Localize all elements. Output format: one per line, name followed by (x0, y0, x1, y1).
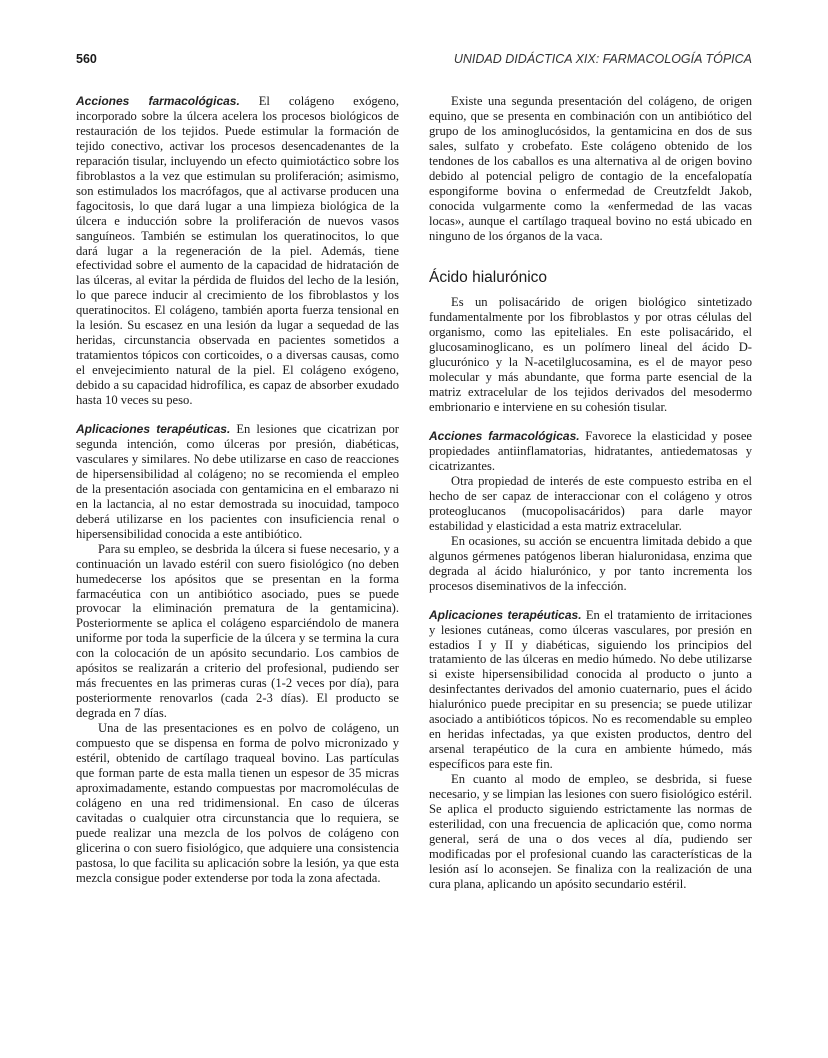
run-in-heading: Aplicaciones terapéuticas. (76, 422, 231, 437)
hyaluronic-therapeutic-applications (429, 608, 752, 772)
running-header: UNIDAD DIDÁCTICA XIX: FARMACOLOGÍA TÓPICA (453, 52, 752, 66)
collagen-pharmacological-actions (76, 94, 399, 408)
left-column (76, 94, 399, 886)
page-number: 560 (76, 52, 97, 66)
paragraph-text: El colágeno exógeno, incorporado sobre la úlcera acelera los procesos biológicos de restauración de los tejidos. Puede estimular la formación de tejido conectivo, activar los procesos desencadenantes de la reparación tisular, incluyendo un efecto quimiotáctico sobre los fibroblastos a la vez que estimulan su proliferación; asimismo, son estimulados los macrófagos, que al activarse producen una fagocitosis, lo que dará lugar a una limpieza biológica de la úlcera e inducción sobre la proliferación de nuevos vasos sanguíneos. También se estimulan los queratinocitos, lo que dará lugar a la regeneración de la piel. Además, tiene efectividad sobre el aumento de la capacidad de hidratación de las úlceras, al evitar la pérdida de fluidos del lecho de la lesión, lo que parece inducir al crecimiento de los fibroblastos y los queratinocitos. El colágeno, también aporta fuerza tensional en la lesión. Su escasez en una lesión da lugar a sequedad de las heridas, circunstancia observada en pacientes sometidos a tratamientos tópicos con corticoides, o a diversas causas, como el envejecimiento natural de la piel. El colágeno exógeno, debido a su capacidad hidrofílica, es capaz de absorber exudado hasta 10 veces su peso. (76, 94, 399, 408)
paragraph-intro: Es un polisacárido de origen biológico sintetizado fundamentalmente por los fibroblastos y por otras células del organismo, como las epiteliales. En este polisacárido, el glucosaminoglicano, es un polímero lineal del ácido D-glucurónico y la N-acetilglucosamina, es el de mayor peso molecular y más abundante, que forma parte esencial de la matriz extracelular de los tejidos derivados del mesodermo embrionario e interviene en su cohesión tisular. (429, 295, 752, 415)
paragraph-text: En lesiones que cicatrizan por segunda intención, como úlceras por presión, diabéticas, vasculares y similares. No debe utilizarse en caso de reacciones de hipersensibilidad al colágeno; no se recomienda el empleo de la presentación asociada con gentamicina en el embarazo ni en la lactancia, al no estar demostrada su inocuidad, tampoco deberá utilizarse en los pacientes con insuficiencia renal o hipersensibilidad conocida a este antibiótico. (76, 422, 399, 541)
collagen-therapeutic-applications (76, 422, 399, 542)
section-heading: Ácido hialurónico (429, 268, 548, 286)
paragraph-property: Otra propiedad de interés de este compuesto estriba en el hecho de ser capaz de interaccionar con el colágeno y otros proteoglucanos (mucopolisacáridos) para darle mayor estabilidad y elasticidad a esta matriz extracelular. (429, 473, 752, 533)
paragraph-powder: Una de las presentaciones es en polvo de colágeno, un compuesto que se dispensa en forma de polvo micronizado y estéril, obtenido de cartílago traqueal bovino. Las partículas que forman parte de esta malla tienen un espesor de 35 micras aproximadamente, estando compuestas por macromoléculas de colágeno en una red tridimensional. En caso de úlceras cavitadas o cualquier otra circunstancia que lo requiera, se puede realizar una mezcla de los polvos de colágeno con glicerina o con suero fisiológico, que adquiere una consistencia pastosa, lo que facilita su aplicación sobre la lesión, ya que esta mezcla consigue poder extenderse por toda la zona afectada. (76, 721, 399, 885)
paragraph-occasions: En ocasiones, su acción se encuentra limitada debido a que algunos gérmenes patógenos liberan hialuronidasa, enzima que degrada al ácido hialurónico, y por tanto incrementa los procesos diseminativos de la infección. (429, 533, 752, 593)
paragraph-text: En el tratamiento de irritaciones y lesiones cutáneas, como úlceras vasculares, por presión en estadios I y II y diabéticas, siguiendo los principios del tratamiento de las úlceras en medio húmedo. No debe utilizarse si existe hipersensibilidad conocida al producto o junto a desinfectantes derivados del amonio cuaternario, pues el ácido hialurónico puede precipitar en su presencia; se puede utilizar asociado a antibióticos tópicos. No es recomendable su empleo en heridas infectadas, ya que existen productos, dentro del arsenal terapéutico de la cura en ambiente húmedo, más específicos para este fin. (429, 607, 752, 772)
paragraph-text: Favorece la elasticidad y posee propiedades antiinflamatorias, hidratantes, antiedematosas y cicatrizantes. (429, 429, 753, 474)
run-in-heading: Acciones farmacológicas. (76, 94, 240, 108)
paragraph-usage-mode: En cuanto al modo de empleo, se desbrida, si fuese necesario, y se limpian las lesiones con suero fisiológico estéril. Se aplica el producto siguiendo estrictamente las normas de esterilidad, con una frecuencia de aplicación que, como norma general, será de una o dos veces al día, pudiendo ser modificadas por el profesional cuando las características de la lesión así lo aconsejen. Se finaliza con la realización de una cura plana, aplicando un apósito secundario estéril. (429, 772, 752, 891)
paragraph-usage: Para su empleo, se desbrida la úlcera si fuese necesario, y a continuación un lavado estéril con suero fisiológico (no deben humedecerse los apósitos que se presentan en la forma farmacéutica con un antibiótico asociado, pues se puede provocar la eliminación prematura de la gentamicina). Posteriormente se aplica el colágeno esparciéndolo de manera uniforme por toda la superficie de la úlcera y se termina la cura con la colocación de un apósito secundario. Los cambios de apósitos se realizarán a criterio del profesional, pudiendo ser más frecuentes en las primeras curas (1-2 veces por día), para posteriormente renovarlos (cada 2-3 días). El producto se degrada en 7 días. (76, 541, 399, 721)
run-in-heading: Aplicaciones terapéuticas. (429, 607, 582, 622)
run-in-heading: Acciones farmacológicas. (429, 429, 580, 444)
hyaluronic-pharmacological-actions (429, 429, 752, 474)
right-column (429, 94, 752, 892)
paragraph-equine: Existe una segunda presentación del colágeno, de origen equino, que se presenta en combinación con un antibiótico del grupo de los aminoglucósidos, la gentamicina en dos de sus sales, sulfato y crobefato. Este colágeno obtenido de los tendones de los caballos es una alternativa al de origen bovino debido al potencial peligro de contagio de la encefalopatía espongiforme bovina o enfermedad de Creutzfeldt Jakob, conocida vulgarmente como la «enfermedad de las vacas locas», aunque el cartílago traqueal bovino no está ubicado en ninguno de los órganos de la vaca. (429, 94, 752, 243)
